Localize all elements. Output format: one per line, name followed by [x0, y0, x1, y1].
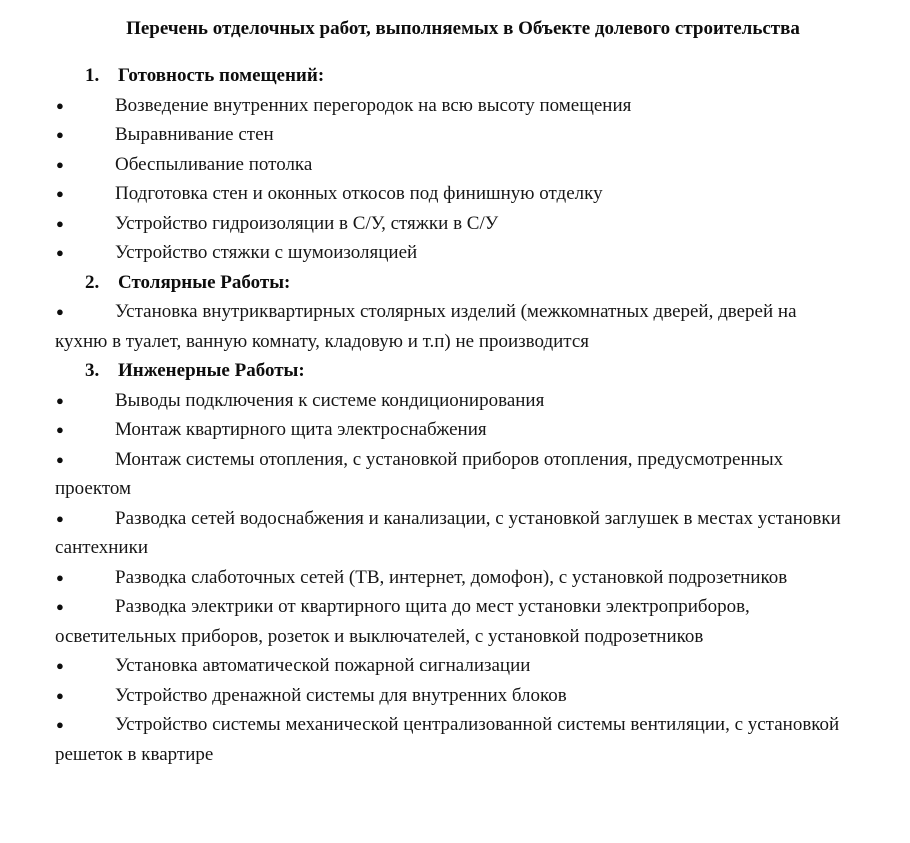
section-number: 3.: [85, 360, 100, 381]
section-heading-text: Инженерные Работы:: [118, 360, 305, 381]
list-item-text: Разводка слаботочных сетей (ТВ, интернет, домофон), с установкой подрозетников: [115, 566, 788, 588]
list-item-text: Возведение внутренних перегородок на всю высоту помещения: [115, 94, 632, 116]
section-heading: [0, 268, 910, 298]
bullet-icon: ●: [56, 451, 64, 467]
list-item: [55, 592, 850, 651]
bullet-icon: ●: [56, 245, 64, 260]
list-item-text: Установка внутриквартирных столярных изделий (межкомнатных дверей, дверей на кухню в туалет, ванную комнату, кладовую и т.п) не производится: [55, 301, 797, 352]
list-item: [55, 710, 850, 769]
bullet-icon: ●: [56, 127, 64, 142]
bullet-icon: ●: [56, 97, 64, 113]
list-item: [55, 445, 850, 504]
list-item-text: Выравнивание стен: [115, 124, 274, 145]
list-item-text: Обеспыливание потолка: [115, 153, 313, 175]
list-item: [55, 297, 850, 356]
list-item: [55, 563, 850, 593]
list-item-text: Устройство системы механической централизованной системы вентиляции, с установкой решеток в квартире: [55, 714, 840, 765]
bullet-icon: ●: [56, 215, 64, 231]
bullet-icon: ●: [56, 658, 64, 673]
list-item: [55, 415, 850, 445]
section-number: 1.: [85, 65, 100, 86]
bullet-icon: ●: [56, 599, 64, 614]
list-item: [55, 179, 850, 209]
document-body: [0, 61, 910, 769]
bullet-icon: ●: [56, 422, 64, 437]
bullet-icon: ●: [56, 510, 64, 526]
list-item: [55, 120, 850, 150]
list-item: [55, 238, 850, 268]
section-heading-text: Готовность помещений:: [118, 65, 325, 86]
section-heading-text: Столярные Работы:: [118, 271, 291, 293]
list-item-text: Устройство гидроизоляции в С/У, стяжки в С/У: [115, 212, 499, 234]
list-item: [55, 209, 850, 239]
list-item: [55, 150, 850, 180]
list-item-text: Монтаж квартирного щита электроснабжения: [115, 419, 487, 440]
section-number: 2.: [85, 271, 100, 293]
list-item: [55, 504, 850, 563]
list-item-text: Подготовка стен и оконных откосов под финишную отделку: [115, 183, 603, 204]
list-item-text: Разводка электрики от квартирного щита до мест установки электроприборов, осветительных приборов, розеток и выключателей, с установкой подрозетников: [55, 596, 750, 647]
section-heading: [0, 356, 910, 386]
bullet-icon: ●: [56, 304, 64, 319]
list-item: [55, 386, 850, 416]
bullet-icon: ●: [56, 569, 64, 585]
bullet-icon: ●: [56, 717, 64, 732]
list-item-text: Установка автоматической пожарной сигнализации: [115, 655, 531, 676]
section-heading: [0, 61, 910, 91]
list-item-text: Разводка сетей водоснабжения и канализации, с установкой заглушек в местах установки сантехники: [55, 507, 841, 558]
document-title: Перечень отделочных работ, выполняемых в Объекте долевого строительства: [126, 18, 800, 39]
list-item: [55, 91, 850, 121]
bullet-icon: ●: [56, 186, 64, 201]
list-item-text: Устройство стяжки с шумоизоляцией: [115, 242, 418, 263]
list-item: [55, 681, 850, 711]
list-item-text: Монтаж системы отопления, с установкой приборов отопления, предусмотренных проектом: [55, 448, 784, 499]
list-item-text: Устройство дренажной системы для внутренних блоков: [115, 684, 567, 706]
bullet-icon: ●: [56, 687, 64, 703]
bullet-icon: ●: [56, 156, 64, 172]
list-item-text: Выводы подключения к системе кондиционирования: [115, 389, 545, 411]
list-item: [55, 651, 850, 681]
bullet-icon: ●: [56, 392, 64, 408]
